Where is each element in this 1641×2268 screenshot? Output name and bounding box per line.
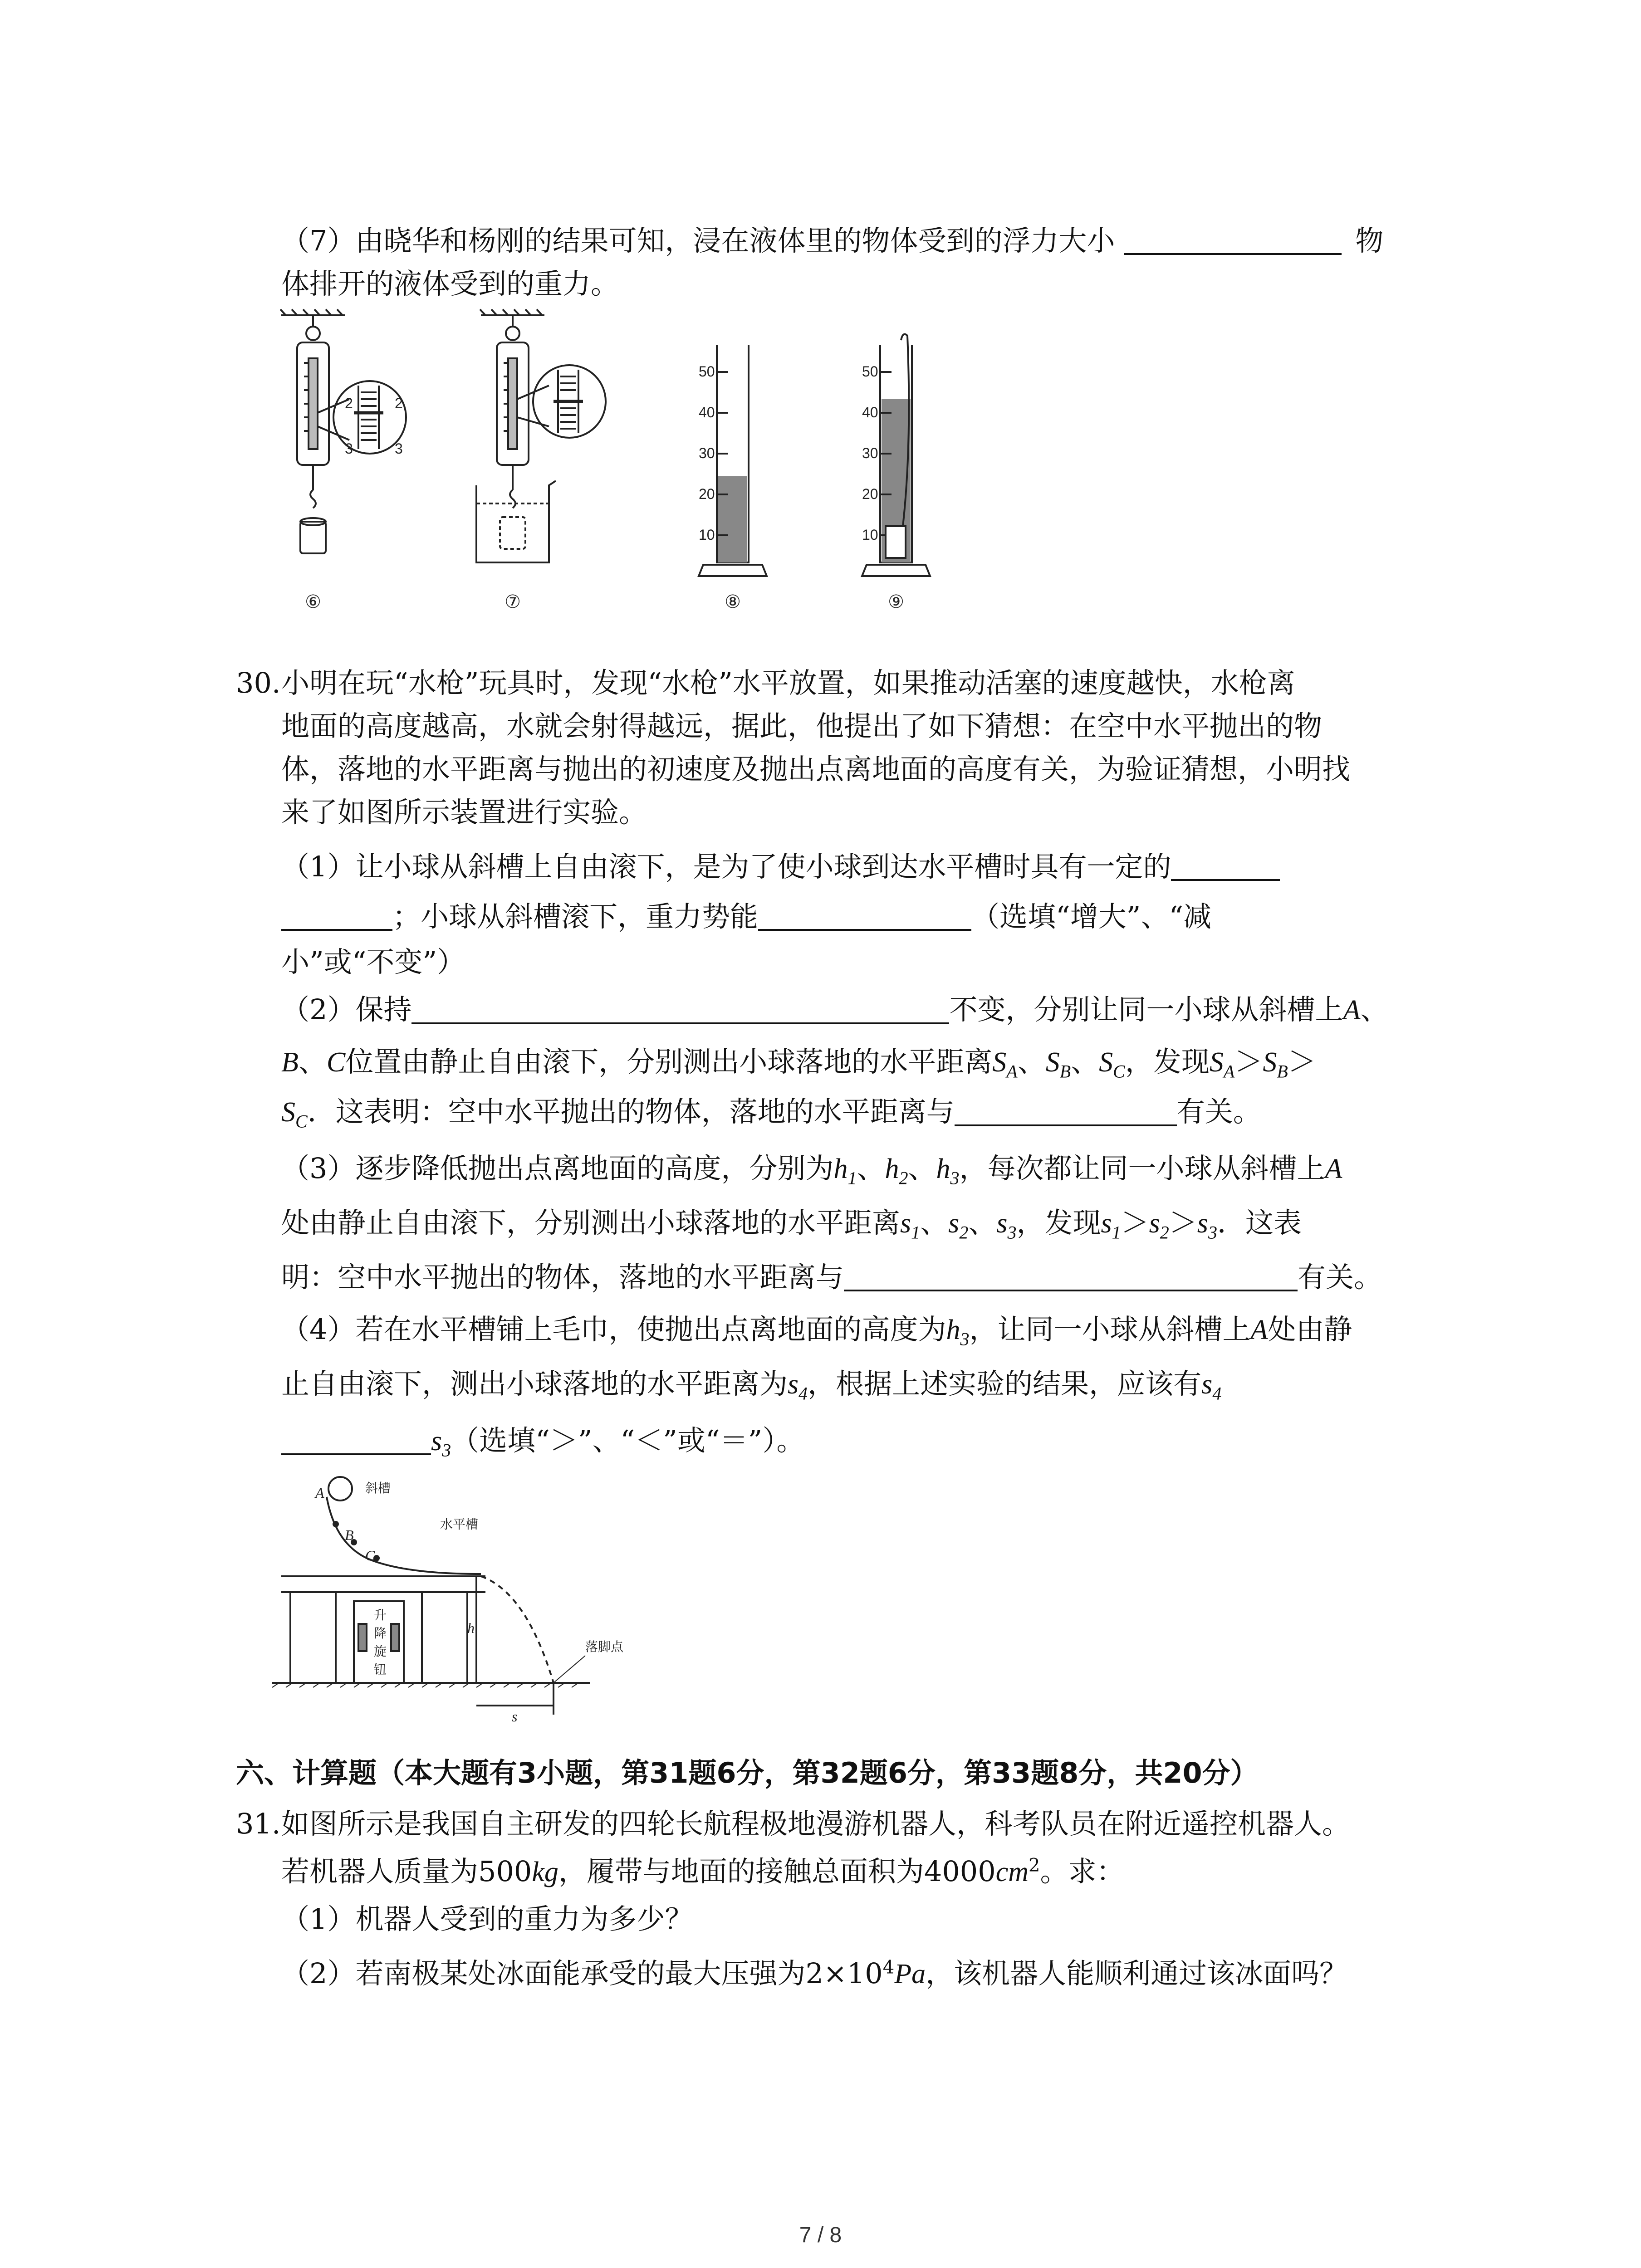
q30-s4-line3: $s_3$（选填“＞”、“＜”或“＝”）。 [281, 1427, 804, 1455]
q31-mass-unit: kg [532, 1857, 558, 1887]
q30-s2-text3: 位置由静止自由滚下，分别测出小球落地的水平距离 [345, 1045, 993, 1078]
cylinder-tick: 40 [699, 404, 715, 420]
q30-s3-line2: 处由静止自由滚下，分别测出小球落地的水平距离$s_1$、$s_2$、$s_3$，发现$s_1>s_2>s_3$．这表 [281, 1206, 1302, 1243]
cylinder-tick: 10 [699, 527, 715, 543]
height-label: h [467, 1620, 475, 1636]
answer-blank[interactable] [411, 996, 949, 1024]
q31-pressure-value: 2×10 [805, 1957, 883, 1990]
q29-part7-text-end: 物 [1355, 224, 1384, 257]
q31-text3: 。求： [1040, 1855, 1125, 1888]
answer-blank[interactable] [281, 1427, 431, 1455]
lift-label-2: 降 [374, 1626, 387, 1641]
q30-intro-line4: 来了如图所示装置进行实验。 [281, 796, 647, 829]
q30-s2-line3: $S_C$．这表明：空中水平抛出的物体，落地的水平距离与 有关。 [281, 1095, 1261, 1132]
figure-label-9: ⑨ [888, 591, 904, 612]
point-c-label: C [365, 1547, 375, 1564]
q30-s2-text5: 这表明：空中水平抛出的物体，落地的水平距离与 [335, 1095, 955, 1128]
q29-part7-line2: 体排开的液体受到的重力。 [281, 267, 619, 300]
spring-scale-7 [476, 309, 606, 562]
q30-s3-line1: （3）逐步降低抛出点离地面的高度，分别为$h_1$、$h_2$、$h_3$，每次都让同一小球从斜槽上A [281, 1152, 1342, 1188]
q30-s3-text2: ，每次都让同一小球从斜槽上 [959, 1152, 1325, 1185]
cylinder-tick: 20 [862, 486, 878, 502]
answer-blank[interactable] [844, 1263, 1298, 1291]
q30-s3-text5: 这表 [1245, 1206, 1302, 1239]
q30-figure [272, 1470, 635, 1724]
q30-s3-text6: 明：空中水平抛出的物体，落地的水平距离与 [281, 1261, 844, 1294]
q30-intro-line1: 小明在玩“水枪”玩具时，发现“水枪”水平放置，如果推动活塞的速度越快，水枪离 [281, 666, 1295, 699]
answer-blank[interactable] [1124, 227, 1342, 255]
answer-blank[interactable] [955, 1098, 1177, 1126]
q30-s2-line1: （2）保持 不变，分别让同一小球从斜槽上A、 [281, 993, 1389, 1026]
q31-area-unit: cm [995, 1857, 1029, 1887]
q30-s3-text: （3）逐步降低抛出点离地面的高度，分别为 [281, 1152, 834, 1185]
q30-s2-text6: 有关。 [1176, 1095, 1261, 1128]
q31-text2: ，履带与地面的接触总面积为 [558, 1855, 924, 1888]
scale-tick: 2 [395, 395, 403, 411]
q30-s2-line2: B、C位置由静止自由滚下，分别测出小球落地的水平距离$S_A$、$S_B$、$S_C$，发现$S_A>S_B>$ [281, 1045, 1316, 1082]
q30-s4-line1: （4）若在水平槽铺上毛巾，使抛出点离地面的高度为$h_3$，让同一小球从斜槽上A处由静 [281, 1313, 1352, 1349]
distance-label: s [512, 1708, 518, 1724]
q30-s4-text2: ，让同一小球从斜槽上 [969, 1313, 1251, 1346]
q29-part7-text: （7）由晓华和杨刚的结果可知，浸在液体里的物体受到的浮力大小 [281, 224, 1115, 257]
answer-blank[interactable] [1171, 853, 1280, 881]
q31-area-exponent: 2 [1029, 1855, 1040, 1876]
spring-scale-6 [280, 309, 406, 553]
q30-s4-text4: 止自由滚下，测出小球落地的水平距离为 [281, 1367, 788, 1400]
q31-number: 31. [236, 1807, 281, 1840]
slope-label: 斜槽 [365, 1481, 391, 1496]
cylinder-tick: 50 [699, 363, 715, 380]
q30-s1-line3: 小”或“不变”） [281, 945, 465, 978]
q31-line1: 如图所示是我国自主研发的四轮长航程极地漫游机器人，科考队员在附近遥控机器人。 [281, 1807, 1351, 1840]
cylinder-tick: 50 [862, 363, 878, 380]
scale-tick: 3 [345, 440, 353, 457]
q31-sub2-text2: ，该机器人能顺利通过该冰面吗？ [926, 1957, 1348, 1990]
section-6-title: 六、计算题（本大题有3小题，第31题6分，第32题6分，第33题8分，共20分） [236, 1756, 1259, 1789]
q30-s4-text5: ，根据上述实验的结果，应该有 [808, 1367, 1202, 1400]
cylinder-tick: 10 [862, 527, 878, 543]
answer-blank[interactable] [758, 903, 971, 931]
q30-s4-line2: 止自由滚下，测出小球落地的水平距离为$s_4$，根据上述实验的结果，应该有$s_4$ [281, 1367, 1222, 1404]
q30-s1-line2 [281, 900, 1212, 933]
lift-label-3: 旋 [374, 1644, 387, 1659]
flat-trough-label: 水平槽 [440, 1517, 479, 1532]
q31-line2 [281, 1857, 1124, 1886]
page-number: 7 / 8 [799, 2223, 842, 2247]
q30-s1-line1 [281, 850, 1280, 883]
cylinder-tick: 30 [862, 445, 878, 461]
scale-tick: 3 [395, 440, 403, 457]
point-a-label: A [315, 1485, 324, 1501]
q29-part7-line1 [281, 224, 1384, 257]
q30-s4-text: （4）若在水平槽铺上毛巾，使抛出点离地面的高度为 [281, 1313, 946, 1346]
lift-label-4: 钮 [374, 1662, 387, 1677]
q30-number: 30. [236, 666, 281, 699]
cylinder-tick: 30 [699, 445, 715, 461]
q31-sub2-text: （2）若南极某处冰面能承受的最大压强为 [281, 1957, 806, 1990]
cylinder-tick: 20 [699, 486, 715, 502]
q31-sub2 [281, 1957, 1348, 1990]
q30-s2-text: （2）保持 [281, 993, 412, 1026]
q30-s3-text7: 有关。 [1298, 1261, 1382, 1294]
q31-text: 若机器人质量为 [281, 1855, 479, 1888]
q30-s4-text3: 处由静 [1268, 1313, 1352, 1346]
point-b-label: B [345, 1527, 354, 1543]
q30-s4-text6: （选填“＞”、“＜”或“＝”）。 [451, 1424, 805, 1457]
q30-intro-line3: 体，落地的水平距离与抛出的初速度及抛出点离地面的高度有关，为验证猜想，小明找 [281, 753, 1351, 786]
q30-s3-line3 [281, 1261, 1382, 1294]
lift-label-1: 升 [374, 1608, 387, 1623]
q30-s3-text3: 处由静止自由滚下，分别测出小球落地的水平距离 [281, 1206, 901, 1239]
figure-label-8: ⑧ [725, 591, 741, 612]
q30-intro-line2: 地面的高度越高，水就会射得越远，据此，他提出了如下猜想：在空中水平抛出的物 [281, 709, 1323, 743]
q30-s3-text4: ，发现 [1016, 1206, 1101, 1239]
q31-area-value: 4000 [924, 1855, 996, 1888]
landing-point-label: 落脚点 [585, 1639, 624, 1654]
q30-s2-text4: ，发现 [1125, 1045, 1210, 1078]
q29-figure [272, 308, 998, 617]
q31-pressure-unit: Pa [894, 1959, 926, 1989]
answer-blank[interactable] [281, 903, 392, 931]
cylinder-tick: 40 [862, 404, 878, 420]
scale-tick: 2 [345, 395, 353, 411]
q31-mass-value: 500 [478, 1855, 532, 1888]
q30-s1-text2: ；小球从斜槽滚下，重力势能 [392, 900, 759, 933]
q30-s1-text: （1）让小球从斜槽上自由滚下，是为了使小球到达水平槽时具有一定的 [281, 850, 1171, 883]
q30-s2-text2: 不变，分别让同一小球从斜槽上 [949, 993, 1343, 1026]
figure-label-7: ⑦ [505, 591, 521, 612]
q31-pressure-exponent: 4 [882, 1957, 895, 1978]
figure-label-6: ⑥ [305, 591, 321, 612]
q30-s1-text3: （选填“增大”、“减 [971, 900, 1212, 933]
q31-sub1: （1）机器人受到的重力为多少？ [281, 1902, 693, 1936]
